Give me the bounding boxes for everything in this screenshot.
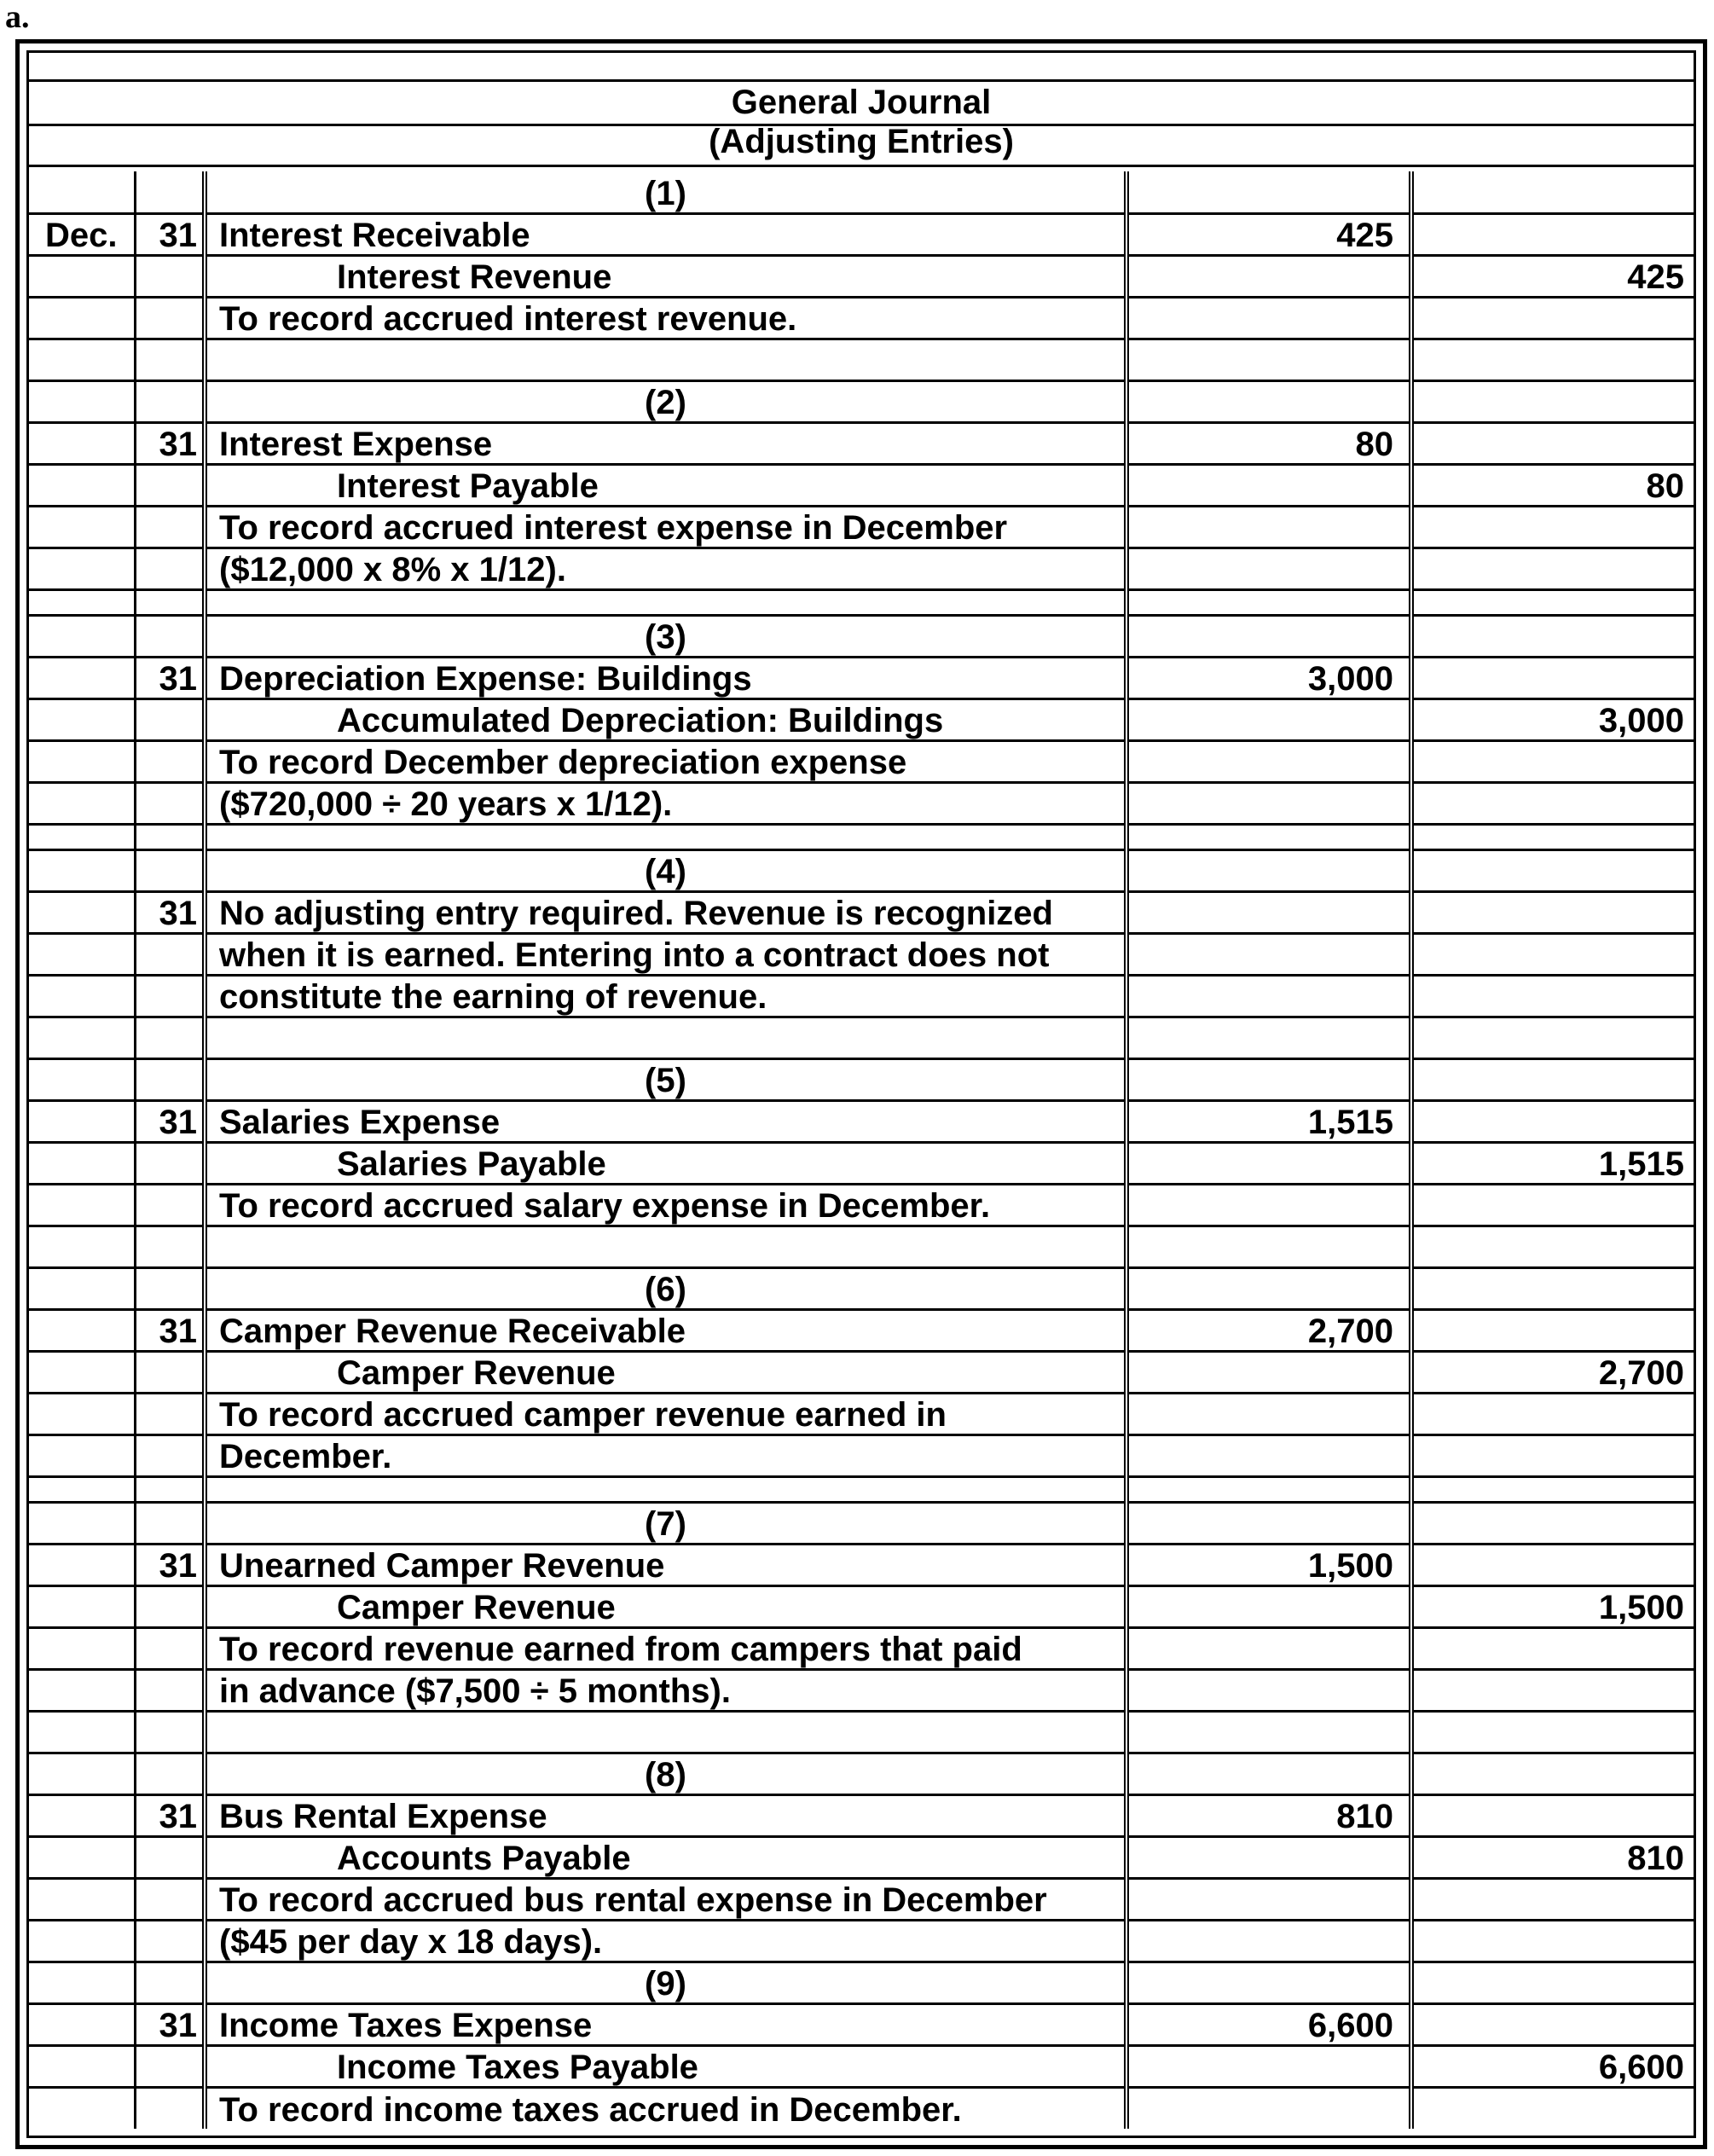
credit-amount: [1411, 1669, 1696, 1711]
date-day: 31: [135, 657, 205, 698]
date-month: [29, 1753, 135, 1794]
date-month: [29, 657, 135, 698]
date-day: [135, 1184, 205, 1226]
journal-row: [29, 339, 1696, 380]
credit-amount: [1411, 1058, 1696, 1100]
date-month: [29, 1794, 135, 1836]
journal-row: [29, 1017, 1696, 1058]
debit-amount: [1126, 339, 1411, 380]
entry-explanation: To record accrued interest expense in December: [205, 506, 1126, 548]
date-month: [29, 380, 135, 422]
entry-explanation: To record accrued bus rental expense in December: [205, 1878, 1126, 1920]
date-day: 31: [135, 1309, 205, 1351]
entry-explanation: in advance ($7,500 ÷ 5 months).: [205, 1669, 1126, 1711]
date-day: [135, 1393, 205, 1434]
date-month: [29, 615, 135, 657]
journal-row: [29, 506, 1696, 548]
debit-amount: 810: [1126, 1794, 1411, 1836]
credit-amount: 2,700: [1411, 1351, 1696, 1393]
debit-amount: [1126, 1226, 1411, 1267]
debit-amount: [1126, 1058, 1411, 1100]
credit-amount: [1411, 1226, 1696, 1267]
entry-number: (3): [205, 615, 1126, 657]
credit-amount: [1411, 1434, 1696, 1476]
date-day: [135, 1669, 205, 1711]
debit-amount: [1126, 698, 1411, 740]
date-month: [29, 1184, 135, 1226]
date-day: [135, 548, 205, 589]
debit-amount: [1126, 1476, 1411, 1502]
date-month: [29, 1502, 135, 1544]
journal-row: [29, 548, 1696, 589]
description: [205, 1017, 1126, 1058]
credit-account: Camper Revenue: [205, 1585, 1126, 1627]
credit-amount: 425: [1411, 255, 1696, 297]
date-day: [135, 380, 205, 422]
journal-row: [29, 1184, 1696, 1226]
debit-amount: [1126, 1878, 1411, 1920]
journal-row: [29, 1058, 1696, 1100]
credit-amount: 80: [1411, 464, 1696, 506]
journal-row: [29, 1753, 1696, 1794]
date-day: [135, 849, 205, 891]
date-day: [135, 1058, 205, 1100]
date-month: [29, 1226, 135, 1267]
entry-explanation: ($12,000 x 8% x 1/12).: [205, 548, 1126, 589]
subtitle-band: [29, 126, 1694, 167]
date-month: [29, 1836, 135, 1878]
journal-row: [29, 1100, 1696, 1142]
debit-account: Unearned Camper Revenue: [205, 1544, 1126, 1585]
date-month: Dec.: [29, 213, 135, 255]
journal-row: [29, 1393, 1696, 1434]
date-month: [29, 1351, 135, 1393]
debit-amount: [1126, 849, 1411, 891]
journal-subtitle: (Adjusting Entries): [709, 123, 1014, 160]
date-day: [135, 1351, 205, 1393]
credit-amount: [1411, 589, 1696, 615]
journal-row: [29, 1351, 1696, 1393]
entry-number: (1): [205, 171, 1126, 213]
debit-amount: [1126, 1017, 1411, 1058]
journal-row: [29, 1711, 1696, 1753]
credit-amount: [1411, 1017, 1696, 1058]
credit-amount: [1411, 1544, 1696, 1585]
credit-amount: [1411, 1393, 1696, 1434]
journal-row: [29, 1434, 1696, 1476]
journal-row: [29, 975, 1696, 1017]
date-day: [135, 1226, 205, 1267]
journal-row: [29, 1544, 1696, 1585]
debit-amount: [1126, 1585, 1411, 1627]
date-day: [135, 171, 205, 213]
journal-row: [29, 1309, 1696, 1351]
date-day: [135, 782, 205, 824]
journal-row: [29, 297, 1696, 339]
date-day: [135, 339, 205, 380]
date-day: [135, 1836, 205, 1878]
date-month: [29, 1267, 135, 1309]
debit-amount: [1126, 2045, 1411, 2087]
debit-amount: 1,500: [1126, 1544, 1411, 1585]
credit-amount: [1411, 506, 1696, 548]
journal-row: [29, 2045, 1696, 2087]
debit-amount: [1126, 975, 1411, 1017]
journal-frame: [15, 39, 1707, 2149]
date-day: 31: [135, 2003, 205, 2045]
date-day: 31: [135, 1100, 205, 1142]
date-month: [29, 1476, 135, 1502]
debit-amount: [1126, 1962, 1411, 2003]
date-day: [135, 1502, 205, 1544]
debit-amount: [1126, 1142, 1411, 1184]
credit-amount: [1411, 1794, 1696, 1836]
description: [205, 589, 1126, 615]
entry-explanation: To record income taxes accrued in December.: [205, 2087, 1126, 2129]
journal-row: [29, 891, 1696, 933]
description: [205, 1476, 1126, 1502]
credit-amount: [1411, 339, 1696, 380]
debit-amount: [1126, 548, 1411, 589]
credit-amount: 1,500: [1411, 1585, 1696, 1627]
credit-amount: [1411, 1476, 1696, 1502]
debit-amount: [1126, 1753, 1411, 1794]
description: [205, 1226, 1126, 1267]
top-band: [29, 53, 1694, 82]
journal-table: [29, 171, 1696, 2129]
date-month: [29, 933, 135, 975]
credit-amount: [1411, 2087, 1696, 2129]
journal-row: [29, 464, 1696, 506]
entry-explanation: To record accrued interest revenue.: [205, 297, 1126, 339]
date-day: [135, 1142, 205, 1184]
journal-row: [29, 1142, 1696, 1184]
journal-row: [29, 2087, 1696, 2129]
debit-amount: [1126, 782, 1411, 824]
credit-amount: [1411, 171, 1696, 213]
date-month: [29, 589, 135, 615]
date-month: [29, 1017, 135, 1058]
date-day: [135, 1585, 205, 1627]
part-label: a.: [5, 0, 30, 35]
debit-amount: [1126, 933, 1411, 975]
date-day: [135, 1017, 205, 1058]
date-month: [29, 297, 135, 339]
journal-row: [29, 1920, 1696, 1962]
credit-amount: [1411, 2003, 1696, 2045]
journal-row: [29, 1627, 1696, 1669]
credit-amount: [1411, 380, 1696, 422]
credit-amount: 3,000: [1411, 698, 1696, 740]
date-day: 31: [135, 891, 205, 933]
date-month: [29, 740, 135, 782]
debit-amount: [1126, 824, 1411, 849]
entry-explanation: To record accrued salary expense in December.: [205, 1184, 1126, 1226]
debit-amount: [1126, 380, 1411, 422]
credit-amount: [1411, 213, 1696, 255]
credit-amount: [1411, 740, 1696, 782]
date-month: [29, 975, 135, 1017]
date-month: [29, 1142, 135, 1184]
journal-row: [29, 657, 1696, 698]
date-month: [29, 1627, 135, 1669]
date-month: [29, 1878, 135, 1920]
journal-row: [29, 1476, 1696, 1502]
debit-amount: [1126, 2087, 1411, 2129]
entry-explanation: December.: [205, 1434, 1126, 1476]
debit-amount: [1126, 1711, 1411, 1753]
date-day: [135, 933, 205, 975]
entry-number: (4): [205, 849, 1126, 891]
credit-amount: [1411, 1711, 1696, 1753]
date-day: [135, 1711, 205, 1753]
date-day: [135, 464, 205, 506]
date-month: [29, 2045, 135, 2087]
journal-row: [29, 1794, 1696, 1836]
date-day: [135, 1627, 205, 1669]
journal-row: [29, 933, 1696, 975]
debit-amount: [1126, 1434, 1411, 1476]
debit-amount: 2,700: [1126, 1309, 1411, 1351]
debit-amount: [1126, 1920, 1411, 1962]
date-month: [29, 1100, 135, 1142]
journal-row: [29, 2003, 1696, 2045]
date-month: [29, 2003, 135, 2045]
entry-explanation: To record December depreciation expense: [205, 740, 1126, 782]
date-month: [29, 1711, 135, 1753]
date-day: [135, 2045, 205, 2087]
journal-row: [29, 380, 1696, 422]
debit-amount: [1126, 1351, 1411, 1393]
journal-row: [29, 422, 1696, 464]
entry-explanation: To record accrued camper revenue earned in: [205, 1393, 1126, 1434]
credit-amount: [1411, 1627, 1696, 1669]
credit-amount: [1411, 1184, 1696, 1226]
credit-account: Accounts Payable: [205, 1836, 1126, 1878]
debit-amount: [1126, 589, 1411, 615]
credit-account: Income Taxes Payable: [205, 2045, 1126, 2087]
date-month: [29, 171, 135, 213]
date-day: [135, 615, 205, 657]
credit-amount: 810: [1411, 1836, 1696, 1878]
credit-amount: [1411, 297, 1696, 339]
entry-explanation: ($45 per day x 18 days).: [205, 1920, 1126, 1962]
credit-account: Camper Revenue: [205, 1351, 1126, 1393]
credit-amount: 6,600: [1411, 2045, 1696, 2087]
journal-row: [29, 1836, 1696, 1878]
date-day: [135, 589, 205, 615]
entry-number: (9): [205, 1962, 1126, 2003]
journal-frame-inner: [26, 50, 1696, 2138]
credit-amount: [1411, 1267, 1696, 1309]
credit-amount: [1411, 1502, 1696, 1544]
date-day: [135, 297, 205, 339]
debit-amount: 6,600: [1126, 2003, 1411, 2045]
debit-amount: 80: [1126, 422, 1411, 464]
debit-amount: 425: [1126, 213, 1411, 255]
debit-amount: [1126, 297, 1411, 339]
entry-explanation: when it is earned. Entering into a contract does not: [205, 933, 1126, 975]
date-month: [29, 1585, 135, 1627]
credit-amount: [1411, 1878, 1696, 1920]
entry-number: (6): [205, 1267, 1126, 1309]
credit-account: Salaries Payable: [205, 1142, 1126, 1184]
date-day: [135, 824, 205, 849]
credit-amount: 1,515: [1411, 1142, 1696, 1184]
date-day: 31: [135, 1794, 205, 1836]
debit-account: Salaries Expense: [205, 1100, 1126, 1142]
date-month: [29, 2087, 135, 2129]
journal-row: [29, 698, 1696, 740]
date-month: [29, 1962, 135, 2003]
credit-amount: [1411, 1753, 1696, 1794]
date-month: [29, 422, 135, 464]
credit-account: Interest Payable: [205, 464, 1126, 506]
journal-row: [29, 740, 1696, 782]
debit-account: Income Taxes Expense: [205, 2003, 1126, 2045]
date-day: [135, 698, 205, 740]
credit-amount: [1411, 891, 1696, 933]
date-day: [135, 1920, 205, 1962]
debit-account: Bus Rental Expense: [205, 1794, 1126, 1836]
description: [205, 824, 1126, 849]
date-day: [135, 740, 205, 782]
date-month: [29, 255, 135, 297]
date-month: [29, 464, 135, 506]
debit-amount: [1126, 1669, 1411, 1711]
date-month: [29, 698, 135, 740]
entry-explanation: To record revenue earned from campers that paid: [205, 1627, 1126, 1669]
date-month: [29, 849, 135, 891]
entry-number: (2): [205, 380, 1126, 422]
credit-amount: [1411, 975, 1696, 1017]
credit-amount: [1411, 1962, 1696, 2003]
credit-amount: [1411, 548, 1696, 589]
debit-amount: [1126, 255, 1411, 297]
date-month: [29, 1393, 135, 1434]
date-month: [29, 1544, 135, 1585]
journal-row: [29, 1226, 1696, 1267]
entry-number: (7): [205, 1502, 1126, 1544]
date-month: [29, 1058, 135, 1100]
entry-explanation: constitute the earning of revenue.: [205, 975, 1126, 1017]
debit-amount: [1126, 1502, 1411, 1544]
credit-account: Interest Revenue: [205, 255, 1126, 297]
journal-row: [29, 1962, 1696, 2003]
debit-amount: [1126, 1627, 1411, 1669]
debit-amount: [1126, 615, 1411, 657]
date-day: [135, 975, 205, 1017]
credit-amount: [1411, 615, 1696, 657]
journal-row: [29, 1585, 1696, 1627]
date-month: [29, 548, 135, 589]
journal-row: [29, 1669, 1696, 1711]
debit-amount: 1,515: [1126, 1100, 1411, 1142]
date-day: [135, 1476, 205, 1502]
journal-row: [29, 615, 1696, 657]
debit-account: Camper Revenue Receivable: [205, 1309, 1126, 1351]
debit-account: Depreciation Expense: Buildings: [205, 657, 1126, 698]
debit-amount: [1126, 1836, 1411, 1878]
journal-row: [29, 1502, 1696, 1544]
debit-amount: [1126, 1393, 1411, 1434]
debit-amount: [1126, 1267, 1411, 1309]
date-day: [135, 255, 205, 297]
journal-row: [29, 589, 1696, 615]
debit-amount: [1126, 1184, 1411, 1226]
journal-row: [29, 849, 1696, 891]
date-day: 31: [135, 1544, 205, 1585]
description: [205, 339, 1126, 380]
date-month: [29, 506, 135, 548]
entry-number: (5): [205, 1058, 1126, 1100]
title-band: [29, 82, 1694, 126]
date-month: [29, 339, 135, 380]
date-day: 31: [135, 422, 205, 464]
entry-number: (8): [205, 1753, 1126, 1794]
credit-amount: [1411, 657, 1696, 698]
credit-amount: [1411, 849, 1696, 891]
credit-amount: [1411, 1100, 1696, 1142]
entry-explanation: ($720,000 ÷ 20 years x 1/12).: [205, 782, 1126, 824]
debit-account: Interest Expense: [205, 422, 1126, 464]
date-day: [135, 1434, 205, 1476]
credit-account: Accumulated Depreciation: Buildings: [205, 698, 1126, 740]
journal-row: [29, 1878, 1696, 1920]
journal-row: [29, 1267, 1696, 1309]
entry-explanation: No adjusting entry required. Revenue is recognized: [205, 891, 1126, 933]
date-month: [29, 1434, 135, 1476]
debit-amount: [1126, 171, 1411, 213]
credit-amount: [1411, 422, 1696, 464]
date-day: 31: [135, 213, 205, 255]
journal-row: [29, 213, 1696, 255]
journal-row: [29, 824, 1696, 849]
date-day: [135, 1753, 205, 1794]
debit-amount: 3,000: [1126, 657, 1411, 698]
date-day: [135, 1267, 205, 1309]
journal-row: [29, 255, 1696, 297]
credit-amount: [1411, 782, 1696, 824]
date-month: [29, 1669, 135, 1711]
debit-amount: [1126, 506, 1411, 548]
date-month: [29, 824, 135, 849]
credit-amount: [1411, 1920, 1696, 1962]
debit-account: Interest Receivable: [205, 213, 1126, 255]
date-month: [29, 891, 135, 933]
credit-amount: [1411, 824, 1696, 849]
journal-row: [29, 171, 1696, 213]
date-day: [135, 2087, 205, 2129]
date-month: [29, 782, 135, 824]
date-day: [135, 506, 205, 548]
debit-amount: [1126, 740, 1411, 782]
date-day: [135, 1878, 205, 1920]
description: [205, 1711, 1126, 1753]
debit-amount: [1126, 891, 1411, 933]
journal-title: General Journal: [731, 84, 992, 121]
date-day: [135, 1962, 205, 2003]
journal-row: [29, 782, 1696, 824]
credit-amount: [1411, 1309, 1696, 1351]
date-month: [29, 1309, 135, 1351]
credit-amount: [1411, 933, 1696, 975]
date-month: [29, 1920, 135, 1962]
debit-amount: [1126, 464, 1411, 506]
